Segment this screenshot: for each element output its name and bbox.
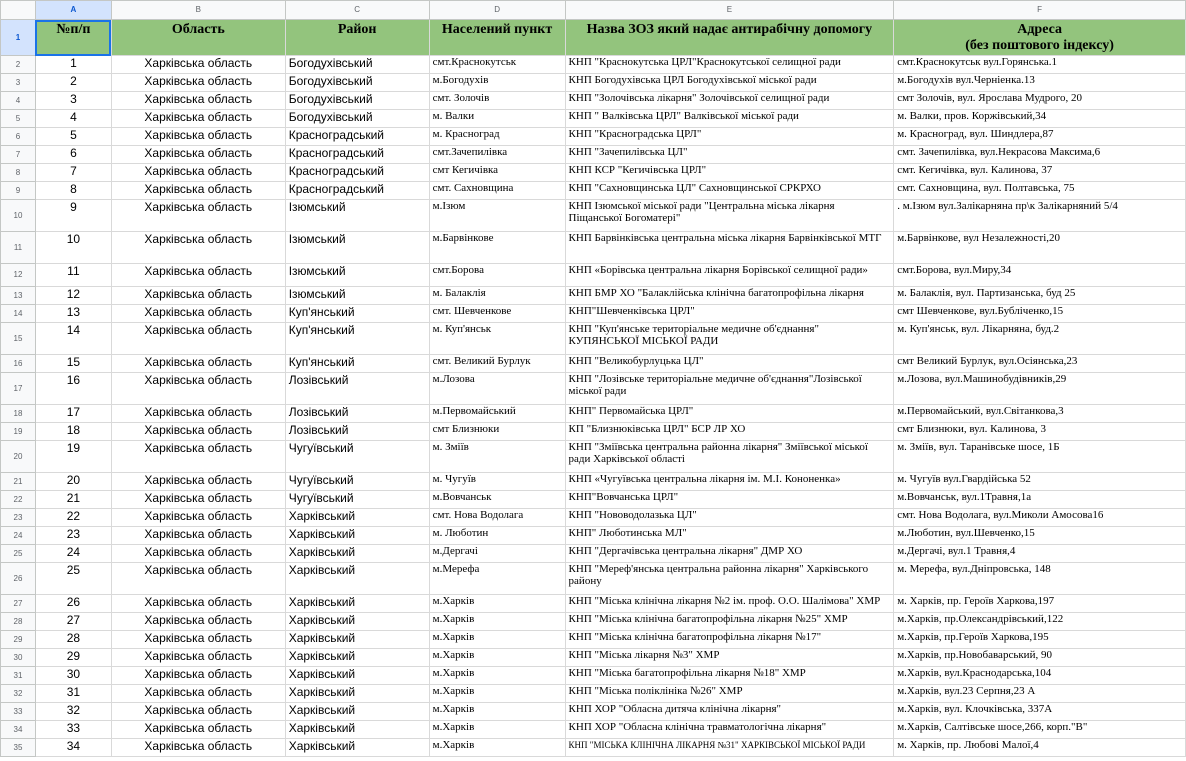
cell-facility[interactable]: КНП "Міська лікарня №3" ХМР bbox=[565, 649, 894, 667]
table-row bbox=[1, 264, 1186, 287]
cell-settlement[interactable]: смт. Шевченкове bbox=[429, 305, 565, 323]
row-number[interactable]: 25 bbox=[1, 545, 36, 563]
cell-address[interactable]: м.Лозова, вул.Машинобудівників,29 bbox=[894, 373, 1186, 405]
cell-settlement[interactable]: смт.Зачепилівка bbox=[429, 146, 565, 164]
cell-settlement[interactable]: м.Харків bbox=[429, 649, 565, 667]
table-row bbox=[1, 721, 1186, 739]
cell-settlement[interactable]: м.Богодухів bbox=[429, 74, 565, 92]
column-header-row bbox=[1, 1, 1186, 20]
row-number[interactable]: 23 bbox=[1, 509, 36, 527]
cell-settlement[interactable]: м.Харків bbox=[429, 613, 565, 631]
row-number[interactable]: 31 bbox=[1, 667, 36, 685]
row-number[interactable]: 32 bbox=[1, 685, 36, 703]
table-header-row bbox=[1, 20, 1186, 56]
cell-settlement[interactable]: м.Дергачі bbox=[429, 545, 565, 563]
cell-num[interactable]: 12 bbox=[35, 287, 111, 305]
cell-settlement[interactable]: м. Куп'янськ bbox=[429, 323, 565, 355]
table-row bbox=[1, 323, 1186, 355]
cell-region[interactable]: Харківська область bbox=[111, 527, 285, 545]
cell-facility[interactable]: КНП «Борівська центральна лікарня Борівської селищної ради» bbox=[565, 264, 894, 287]
row-number[interactable]: 28 bbox=[1, 613, 36, 631]
cell-num[interactable]: 13 bbox=[35, 305, 111, 323]
row-number[interactable]: 9 bbox=[1, 182, 36, 200]
cell-facility[interactable]: КНП БМР ХО "Балаклійська клінічна багатопрофільна лікарня bbox=[565, 287, 894, 305]
cell-num[interactable]: 26 bbox=[35, 595, 111, 613]
cell-district[interactable]: Харківський bbox=[285, 667, 429, 685]
cell-facility[interactable]: КНП ХОР "Обласна дитяча клінічна лікарня" bbox=[565, 703, 894, 721]
row-number[interactable]: 3 bbox=[1, 74, 36, 92]
cell-address[interactable]: смт.Борова, вул.Миру,34 bbox=[894, 264, 1186, 287]
cell-address[interactable]: смт Золочів, вул. Ярослава Мудрого, 20 bbox=[894, 92, 1186, 110]
cell-settlement[interactable]: м. Балаклія bbox=[429, 287, 565, 305]
row-number[interactable]: 15 bbox=[1, 323, 36, 355]
cell-num[interactable]: 28 bbox=[35, 631, 111, 649]
cell-district[interactable]: Богодухівський bbox=[285, 110, 429, 128]
column-header-f[interactable]: F bbox=[894, 1, 1186, 20]
table-row bbox=[1, 631, 1186, 649]
cell-facility[interactable]: КНП "Золочівська лікарня" Золочівської селищної ради bbox=[565, 92, 894, 110]
cell-num[interactable]: 10 bbox=[35, 232, 111, 264]
cell-district[interactable]: Богодухівський bbox=[285, 92, 429, 110]
cell-region[interactable]: Харківська область bbox=[111, 373, 285, 405]
cell-num[interactable]: 14 bbox=[35, 323, 111, 355]
cell-region[interactable]: Харківська область bbox=[111, 441, 285, 473]
row-number[interactable]: 19 bbox=[1, 423, 36, 441]
cell-district[interactable]: Красноградський bbox=[285, 182, 429, 200]
cell-facility[interactable]: КНП "Дергачівська центральна лікарня" ДМР ХО bbox=[565, 545, 894, 563]
cell-settlement[interactable]: м.Харків bbox=[429, 685, 565, 703]
header-address-line1: Адреса bbox=[1017, 22, 1062, 37]
cell-facility[interactable]: КНП "Краснокутська ЦРЛ"Краснокутської селищної ради bbox=[565, 56, 894, 74]
cell-num[interactable]: 25 bbox=[35, 563, 111, 595]
cell-settlement[interactable]: м.Харків bbox=[429, 739, 565, 757]
table-row bbox=[1, 56, 1186, 74]
cell-district[interactable]: Чугуївський bbox=[285, 441, 429, 473]
cell-settlement[interactable]: смт Близнюки bbox=[429, 423, 565, 441]
cell-address[interactable]: м.Люботин, вул.Шевченко,15 bbox=[894, 527, 1186, 545]
table-row bbox=[1, 355, 1186, 373]
cell-settlement[interactable]: смт. Золочів bbox=[429, 92, 565, 110]
cell-settlement[interactable]: м. Чугуїв bbox=[429, 473, 565, 491]
cell-facility[interactable]: КНП "Міська клінічна лікарня №2 ім. проф. О.О. Шалімова" ХМР bbox=[565, 595, 894, 613]
cell-region[interactable]: Харківська область bbox=[111, 232, 285, 264]
cell-district[interactable]: Харківський bbox=[285, 545, 429, 563]
cell-address[interactable]: м.Харків, вул. Клочківська, 337А bbox=[894, 703, 1186, 721]
cell-district[interactable]: Харківський bbox=[285, 563, 429, 595]
cell-address[interactable]: м. Зміїв, вул. Таранівське шосе, 1Б bbox=[894, 441, 1186, 473]
cell-district[interactable]: Харківський bbox=[285, 613, 429, 631]
cell-address[interactable]: м. Куп'янськ, вул. Лікарняна, буд.2 bbox=[894, 323, 1186, 355]
cell-district[interactable]: Чугуївський bbox=[285, 491, 429, 509]
cell-facility[interactable]: КНП "Зміївська центральна районна лікарня" Зміївської міської ради Харківської області bbox=[565, 441, 894, 473]
cell-district[interactable]: Красноградський bbox=[285, 128, 429, 146]
table-row bbox=[1, 491, 1186, 509]
table-row bbox=[1, 405, 1186, 423]
cell-region[interactable]: Харківська область bbox=[111, 667, 285, 685]
cell-facility[interactable]: КНП "МІСЬКА КЛІНІЧНА ЛІКАРНЯ №31" ХАРКІВСЬКОЇ МІСЬКОЇ РАДИ bbox=[565, 739, 894, 757]
cell-region[interactable]: Харківська область bbox=[111, 405, 285, 423]
table-row bbox=[1, 739, 1186, 757]
cell-facility[interactable]: КНП "Міська поліклініка №26" ХМР bbox=[565, 685, 894, 703]
row-number[interactable]: 2 bbox=[1, 56, 36, 74]
cell-num[interactable]: 18 bbox=[35, 423, 111, 441]
cell-region[interactable]: Харківська область bbox=[111, 287, 285, 305]
cell-num[interactable]: 34 bbox=[35, 739, 111, 757]
cell-region[interactable]: Харківська область bbox=[111, 164, 285, 182]
row-number[interactable]: 29 bbox=[1, 631, 36, 649]
cell-district[interactable]: Ізюмський bbox=[285, 232, 429, 264]
table-row bbox=[1, 509, 1186, 527]
header-address-cell[interactable] bbox=[894, 20, 1186, 56]
table-row bbox=[1, 373, 1186, 405]
cell-address[interactable]: смт. Нова Водолага, вул.Миколи Амосова16 bbox=[894, 509, 1186, 527]
row-number[interactable]: 30 bbox=[1, 649, 36, 667]
table-row bbox=[1, 128, 1186, 146]
cell-address[interactable]: . м.Ізюм вул.Залікарняна пр\к Залікарняний 5/4 bbox=[894, 200, 1186, 232]
cell-district[interactable]: Куп'янський bbox=[285, 305, 429, 323]
cell-region[interactable]: Харківська область bbox=[111, 56, 285, 74]
cell-facility[interactable]: КНП ХОР "Обласна клінічна травматологічна лікарня" bbox=[565, 721, 894, 739]
cell-facility[interactable]: КНП "Сахновщинська ЦЛ" Сахновщинської СРКРХО bbox=[565, 182, 894, 200]
cell-settlement[interactable]: смт.Борова bbox=[429, 264, 565, 287]
row-number[interactable]: 12 bbox=[1, 264, 36, 287]
cell-district[interactable]: Богодухівський bbox=[285, 56, 429, 74]
table-row bbox=[1, 563, 1186, 595]
cell-district[interactable]: Чугуївський bbox=[285, 473, 429, 491]
row-number[interactable]: 22 bbox=[1, 491, 36, 509]
row-number[interactable]: 20 bbox=[1, 441, 36, 473]
cell-num[interactable]: 22 bbox=[35, 509, 111, 527]
row-number[interactable]: 7 bbox=[1, 146, 36, 164]
cell-settlement[interactable]: м.Мерефа bbox=[429, 563, 565, 595]
cell-num[interactable]: 4 bbox=[35, 110, 111, 128]
cell-settlement[interactable]: м.Харків bbox=[429, 595, 565, 613]
cell-address[interactable]: м. Балаклія, вул. Партизанська, буд 25 bbox=[894, 287, 1186, 305]
cell-facility[interactable]: КНП «Чугуївська центральна лікарня ім. М.І. Кононенка» bbox=[565, 473, 894, 491]
cell-num[interactable]: 6 bbox=[35, 146, 111, 164]
table-row bbox=[1, 423, 1186, 441]
cell-num[interactable]: 11 bbox=[35, 264, 111, 287]
cell-facility[interactable]: КП "Близнюківська ЦРЛ" БСР ЛР ХО bbox=[565, 423, 894, 441]
row-number[interactable]: 13 bbox=[1, 287, 36, 305]
cell-settlement[interactable]: м.Первомайський bbox=[429, 405, 565, 423]
cell-settlement[interactable]: м. Валки bbox=[429, 110, 565, 128]
table-row bbox=[1, 613, 1186, 631]
cell-address[interactable]: м. Мерефа, вул.Дніпровська, 148 bbox=[894, 563, 1186, 595]
table-row bbox=[1, 164, 1186, 182]
cell-settlement[interactable]: м.Вовчанськ bbox=[429, 491, 565, 509]
header-facility-cell[interactable]: Назва ЗОЗ який надає антирабічну допомогу bbox=[565, 20, 894, 56]
table-row bbox=[1, 595, 1186, 613]
cell-address[interactable]: м. Чугуїв вул.Гвардійська 52 bbox=[894, 473, 1186, 491]
cell-district[interactable]: Харківський bbox=[285, 685, 429, 703]
table-row bbox=[1, 527, 1186, 545]
cell-district[interactable]: Харківський bbox=[285, 721, 429, 739]
cell-address[interactable]: м.Харків, пр.Олександрівський,122 bbox=[894, 613, 1186, 631]
table-row bbox=[1, 146, 1186, 164]
cell-region[interactable]: Харківська область bbox=[111, 355, 285, 373]
table-row bbox=[1, 287, 1186, 305]
cell-region[interactable]: Харківська область bbox=[111, 264, 285, 287]
cell-region[interactable]: Харківська область bbox=[111, 128, 285, 146]
cell-district[interactable]: Лозівський bbox=[285, 405, 429, 423]
table-row bbox=[1, 232, 1186, 264]
table-row bbox=[1, 92, 1186, 110]
cell-district[interactable]: Богодухівський bbox=[285, 74, 429, 92]
cell-address[interactable]: смт. Кегичівка, вул. Калинова, 37 bbox=[894, 164, 1186, 182]
cell-num[interactable]: 33 bbox=[35, 721, 111, 739]
cell-num[interactable]: 5 bbox=[35, 128, 111, 146]
row-number[interactable]: 11 bbox=[1, 232, 36, 264]
cell-region[interactable]: Харківська область bbox=[111, 473, 285, 491]
header-num-cell[interactable]: №п/п bbox=[35, 20, 111, 56]
cell-address[interactable]: м.Харків, пр.Новобаварський, 90 bbox=[894, 649, 1186, 667]
table-row bbox=[1, 473, 1186, 491]
row-number[interactable]: 4 bbox=[1, 92, 36, 110]
cell-address[interactable]: м.Барвінкове, вул Незалежності,20 bbox=[894, 232, 1186, 264]
cell-region[interactable]: Харківська область bbox=[111, 703, 285, 721]
cell-region[interactable]: Харківська область bbox=[111, 631, 285, 649]
cell-region[interactable]: Харківська область bbox=[111, 92, 285, 110]
cell-settlement[interactable]: смт. Сахновщина bbox=[429, 182, 565, 200]
cell-facility[interactable]: КНП Барвінківська центральна міська лікарня Барвінківської МТГ bbox=[565, 232, 894, 264]
cell-region[interactable]: Харківська область bbox=[111, 146, 285, 164]
cell-region[interactable]: Харківська область bbox=[111, 509, 285, 527]
table-row bbox=[1, 200, 1186, 232]
cell-num[interactable]: 15 bbox=[35, 355, 111, 373]
cell-facility[interactable]: КНП " Валківська ЦРЛ" Валківської міської ради bbox=[565, 110, 894, 128]
row-number[interactable]: 27 bbox=[1, 595, 36, 613]
header-district-cell[interactable]: Район bbox=[285, 20, 429, 56]
cell-facility[interactable]: КНП "Міська клінічна багатопрофільна лікарня №25" ХМР bbox=[565, 613, 894, 631]
cell-region[interactable]: Харківська область bbox=[111, 739, 285, 757]
cell-district[interactable]: Харківський bbox=[285, 703, 429, 721]
table-row bbox=[1, 441, 1186, 473]
cell-district[interactable]: Харківський bbox=[285, 509, 429, 527]
cell-settlement[interactable]: м.Харків bbox=[429, 667, 565, 685]
header-settlement-cell[interactable]: Населений пункт bbox=[429, 20, 565, 56]
cell-district[interactable]: Ізюмський bbox=[285, 200, 429, 232]
row-number[interactable]: 8 bbox=[1, 164, 36, 182]
row-number[interactable]: 33 bbox=[1, 703, 36, 721]
cell-num[interactable]: 2 bbox=[35, 74, 111, 92]
row-number[interactable]: 10 bbox=[1, 200, 36, 232]
row-number[interactable]: 5 bbox=[1, 110, 36, 128]
table-row bbox=[1, 545, 1186, 563]
row-number[interactable]: 14 bbox=[1, 305, 36, 323]
cell-district[interactable]: Куп'янський bbox=[285, 323, 429, 355]
cell-region[interactable]: Харківська область bbox=[111, 613, 285, 631]
cell-address[interactable]: смт.Краснокутськ вул.Горянська.1 bbox=[894, 56, 1186, 74]
cell-address[interactable]: м.Харків, Салтівське шосе,266, корп."В" bbox=[894, 721, 1186, 739]
cell-num[interactable]: 7 bbox=[35, 164, 111, 182]
row-number[interactable]: 17 bbox=[1, 373, 36, 405]
cell-facility[interactable]: КНП Ізюмської міської ради "Центральна міська лікарня Піщанської Богоматері" bbox=[565, 200, 894, 232]
cell-num[interactable]: 29 bbox=[35, 649, 111, 667]
cell-settlement[interactable]: м.Харків bbox=[429, 631, 565, 649]
cell-district[interactable]: Ізюмський bbox=[285, 287, 429, 305]
cell-num[interactable]: 19 bbox=[35, 441, 111, 473]
cell-district[interactable]: Харківський bbox=[285, 739, 429, 757]
cell-address[interactable]: м.Вовчанськ, вул.1Травня,1а bbox=[894, 491, 1186, 509]
cell-address[interactable]: м.Первомайський, вул.Світанкова,3 bbox=[894, 405, 1186, 423]
column-header-b[interactable]: B bbox=[111, 1, 285, 20]
cell-address[interactable]: смт. Зачепилівка, вул.Некрасова Максима,6 bbox=[894, 146, 1186, 164]
cell-settlement[interactable]: м.Харків bbox=[429, 721, 565, 739]
cell-num[interactable]: 20 bbox=[35, 473, 111, 491]
row-number[interactable]: 1 bbox=[1, 20, 36, 56]
cell-settlement[interactable]: смт Кегичівка bbox=[429, 164, 565, 182]
cell-num[interactable]: 3 bbox=[35, 92, 111, 110]
cell-settlement[interactable]: смт. Нова Водолага bbox=[429, 509, 565, 527]
cell-district[interactable]: Красноградський bbox=[285, 146, 429, 164]
table-row bbox=[1, 667, 1186, 685]
cell-facility[interactable]: КНП"Вовчанська ЦРЛ" bbox=[565, 491, 894, 509]
cell-facility[interactable]: КНП"Шевченківська ЦРЛ" bbox=[565, 305, 894, 323]
cell-num[interactable]: 23 bbox=[35, 527, 111, 545]
cell-region[interactable]: Харківська область bbox=[111, 423, 285, 441]
cell-district[interactable]: Харківський bbox=[285, 649, 429, 667]
cell-region[interactable]: Харківська область bbox=[111, 110, 285, 128]
cell-district[interactable]: Лозівський bbox=[285, 373, 429, 405]
row-number[interactable]: 34 bbox=[1, 721, 36, 739]
cell-address[interactable]: смт Шевченкове, вул.Бубліченко,15 bbox=[894, 305, 1186, 323]
table-row bbox=[1, 110, 1186, 128]
column-header-c[interactable]: C bbox=[285, 1, 429, 20]
cell-facility[interactable]: КНП "Мереф'янська центральна районна лікарня" Харківського району bbox=[565, 563, 894, 595]
cell-settlement[interactable]: м. Люботин bbox=[429, 527, 565, 545]
cell-num[interactable]: 17 bbox=[35, 405, 111, 423]
cell-district[interactable]: Ізюмський bbox=[285, 264, 429, 287]
cell-facility[interactable]: КНП "Зачепилівська ЦЛ" bbox=[565, 146, 894, 164]
cell-facility[interactable]: КНП "Куп'янське територіальне медичне об'єднання" КУПЯНСЬКОЇ МІСЬКОЇ РАДИ bbox=[565, 323, 894, 355]
cell-settlement[interactable]: м.Харків bbox=[429, 703, 565, 721]
cell-region[interactable]: Харківська область bbox=[111, 200, 285, 232]
cell-num[interactable]: 32 bbox=[35, 703, 111, 721]
cell-address[interactable]: м.Харків, пр.Героїв Харкова,195 bbox=[894, 631, 1186, 649]
cell-address[interactable]: смт Великий Бурлук, вул.Осіянська,23 bbox=[894, 355, 1186, 373]
cell-region[interactable]: Харківська область bbox=[111, 74, 285, 92]
cell-facility[interactable]: КНП "Красноградська ЦРЛ" bbox=[565, 128, 894, 146]
cell-address[interactable]: м.Харків, вул.Краснодарська,104 bbox=[894, 667, 1186, 685]
row-number[interactable]: 35 bbox=[1, 739, 36, 757]
table-row bbox=[1, 685, 1186, 703]
cell-district[interactable]: Харківський bbox=[285, 527, 429, 545]
cell-num[interactable]: 31 bbox=[35, 685, 111, 703]
table-row bbox=[1, 182, 1186, 200]
table-row bbox=[1, 74, 1186, 92]
cell-num[interactable]: 1 bbox=[35, 56, 111, 74]
cell-address[interactable]: м.Богодухів вул.Черніенка.13 bbox=[894, 74, 1186, 92]
cell-settlement[interactable]: м. Зміїв bbox=[429, 441, 565, 473]
header-address-line2: (без поштового індексу) bbox=[965, 38, 1114, 53]
cell-num[interactable]: 16 bbox=[35, 373, 111, 405]
column-header-a[interactable]: A bbox=[35, 1, 111, 20]
cell-address[interactable]: м. Валки, пров. Коржівський,34 bbox=[894, 110, 1186, 128]
cell-region[interactable]: Харківська область bbox=[111, 563, 285, 595]
cell-settlement[interactable]: м. Красноград bbox=[429, 128, 565, 146]
cell-num[interactable]: 24 bbox=[35, 545, 111, 563]
column-header-d[interactable]: D bbox=[429, 1, 565, 20]
cell-district[interactable]: Куп'янський bbox=[285, 355, 429, 373]
cell-address[interactable]: м.Дергачі, вул.1 Травня,4 bbox=[894, 545, 1186, 563]
cell-region[interactable]: Харківська область bbox=[111, 545, 285, 563]
cell-settlement[interactable]: смт. Великий Бурлук bbox=[429, 355, 565, 373]
cell-region[interactable]: Харківська область bbox=[111, 323, 285, 355]
cell-num[interactable]: 30 bbox=[35, 667, 111, 685]
cell-district[interactable]: Красноградський bbox=[285, 164, 429, 182]
cell-facility[interactable]: КНП "Великобурлуцька ЦЛ" bbox=[565, 355, 894, 373]
cell-settlement[interactable]: м.Лозова bbox=[429, 373, 565, 405]
cell-facility[interactable]: КНП "Міська багатопрофільна лікарня №18" ХМР bbox=[565, 667, 894, 685]
row-number[interactable]: 24 bbox=[1, 527, 36, 545]
cell-address[interactable]: смт. Сахновщина, вул. Полтавська, 75 bbox=[894, 182, 1186, 200]
table-row bbox=[1, 703, 1186, 721]
cell-address[interactable]: м. Харків, пр. Героїв Харкова,197 bbox=[894, 595, 1186, 613]
row-number[interactable]: 26 bbox=[1, 563, 36, 595]
cell-settlement[interactable]: м.Барвінкове bbox=[429, 232, 565, 264]
cell-facility[interactable]: КНП" Люботинська МЛ" bbox=[565, 527, 894, 545]
cell-region[interactable]: Харківська область bbox=[111, 182, 285, 200]
cell-facility[interactable]: КНП "Нововодолазька ЦЛ" bbox=[565, 509, 894, 527]
cell-facility[interactable]: КНП "Міська клінічна багатопрофільна лікарня №17" bbox=[565, 631, 894, 649]
cell-district[interactable]: Лозівський bbox=[285, 423, 429, 441]
row-number[interactable]: 16 bbox=[1, 355, 36, 373]
cell-num[interactable]: 27 bbox=[35, 613, 111, 631]
cell-address[interactable]: смт Близнюки, вул. Калинова, 3 bbox=[894, 423, 1186, 441]
cell-settlement[interactable]: смт.Краснокутськ bbox=[429, 56, 565, 74]
cell-settlement[interactable]: м.Ізюм bbox=[429, 200, 565, 232]
cell-district[interactable]: Харківський bbox=[285, 595, 429, 613]
cell-num[interactable]: 21 bbox=[35, 491, 111, 509]
cell-num[interactable]: 8 bbox=[35, 182, 111, 200]
select-all-corner[interactable] bbox=[1, 1, 36, 20]
cell-region[interactable]: Харківська область bbox=[111, 721, 285, 739]
cell-facility[interactable]: КНП Богодухівська ЦРЛ Богодухівської міської ради bbox=[565, 74, 894, 92]
column-header-e[interactable]: E bbox=[565, 1, 894, 20]
cell-district[interactable]: Харківський bbox=[285, 631, 429, 649]
cell-facility[interactable]: КНП "Лозівське територіальне медичне об'єднання"Лозівської міської ради bbox=[565, 373, 894, 405]
table-row bbox=[1, 305, 1186, 323]
cell-region[interactable]: Харківська область bbox=[111, 491, 285, 509]
cell-facility[interactable]: КНП КСР "Кегичівська ЦРЛ" bbox=[565, 164, 894, 182]
cell-facility[interactable]: КНП" Первомайська ЦРЛ" bbox=[565, 405, 894, 423]
table-row bbox=[1, 649, 1186, 667]
row-number[interactable]: 21 bbox=[1, 473, 36, 491]
cell-region[interactable]: Харківська область bbox=[111, 305, 285, 323]
cell-num[interactable]: 9 bbox=[35, 200, 111, 232]
cell-region[interactable]: Харківська область bbox=[111, 685, 285, 703]
header-region-cell[interactable]: Область bbox=[111, 20, 285, 56]
cell-address[interactable]: м.Харків, вул.23 Серпня,23 А bbox=[894, 685, 1186, 703]
row-number[interactable]: 6 bbox=[1, 128, 36, 146]
cell-address[interactable]: м. Харків, пр. Любові Малої,4 bbox=[894, 739, 1186, 757]
row-number[interactable]: 18 bbox=[1, 405, 36, 423]
cell-region[interactable]: Харківська область bbox=[111, 595, 285, 613]
cell-address[interactable]: м. Красноград, вул. Шиндлера,87 bbox=[894, 128, 1186, 146]
cell-region[interactable]: Харківська область bbox=[111, 649, 285, 667]
